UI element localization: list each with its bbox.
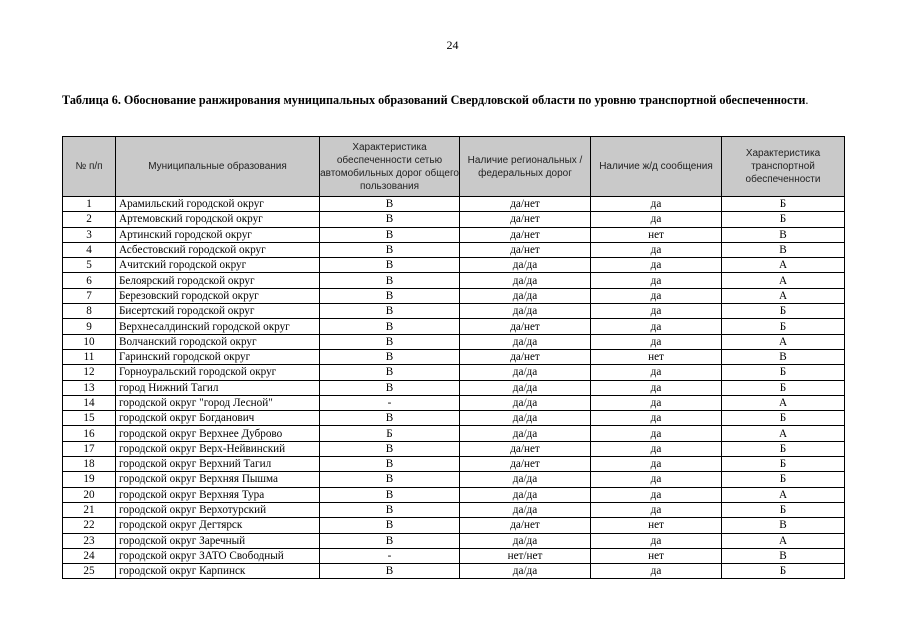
municipality-name-cell: Верхнесалдинский городской округ: [116, 319, 320, 334]
regional-federal-roads-cell: да/нет: [460, 212, 591, 227]
regional-federal-roads-cell: да/да: [460, 502, 591, 517]
row-number-cell: 18: [63, 457, 116, 472]
municipality-name-cell: Березовский городской округ: [116, 288, 320, 303]
regional-federal-roads-cell: да/да: [460, 380, 591, 395]
railway-cell: да: [591, 242, 722, 257]
transport-rating-cell: А: [722, 273, 845, 288]
table-row: [63, 426, 845, 441]
table-row: [63, 533, 845, 548]
table-row: [63, 487, 845, 502]
road-network-rating-cell: В: [320, 288, 460, 303]
table-body: [63, 197, 845, 579]
regional-federal-roads-cell: да/да: [460, 304, 591, 319]
table-row: [63, 334, 845, 349]
transport-rating-cell: А: [722, 258, 845, 273]
row-number-cell: 6: [63, 273, 116, 288]
road-network-rating-cell: В: [320, 487, 460, 502]
railway-cell: да: [591, 273, 722, 288]
municipality-name-cell: городской округ Верхний Тагил: [116, 457, 320, 472]
regional-federal-roads-cell: да/да: [460, 334, 591, 349]
municipality-name-cell: город Нижний Тагил: [116, 380, 320, 395]
road-network-rating-cell: В: [320, 334, 460, 349]
table-caption: [62, 93, 852, 108]
transport-rating-cell: Б: [722, 502, 845, 517]
table-row: [63, 472, 845, 487]
municipality-name-cell: Асбестовский городской округ: [116, 242, 320, 257]
road-network-rating-cell: В: [320, 197, 460, 212]
road-network-rating-cell: В: [320, 258, 460, 273]
col-header-regional-federal-roads: Наличие региональных / федеральных дорог: [460, 137, 591, 197]
row-number-cell: 16: [63, 426, 116, 441]
col-header-municipality: Муниципальные образования: [116, 137, 320, 197]
road-network-rating-cell: В: [320, 365, 460, 380]
railway-cell: да: [591, 457, 722, 472]
table-caption-tail: .: [805, 93, 809, 107]
table-row: [63, 197, 845, 212]
row-number-cell: 19: [63, 472, 116, 487]
regional-federal-roads-cell: да/да: [460, 426, 591, 441]
row-number-cell: 12: [63, 365, 116, 380]
regional-federal-roads-cell: да/нет: [460, 197, 591, 212]
row-number-cell: 20: [63, 487, 116, 502]
table-row: [63, 288, 845, 303]
row-number-cell: 24: [63, 548, 116, 563]
railway-cell: да: [591, 365, 722, 380]
railway-cell: да: [591, 441, 722, 456]
road-network-rating-cell: В: [320, 227, 460, 242]
row-number-cell: 14: [63, 395, 116, 410]
railway-cell: да: [591, 487, 722, 502]
municipality-name-cell: городской округ Верхняя Тура: [116, 487, 320, 502]
regional-federal-roads-cell: да/да: [460, 564, 591, 579]
table-row: [63, 502, 845, 517]
row-number-cell: 8: [63, 304, 116, 319]
table-row: [63, 212, 845, 227]
table-row: [63, 548, 845, 563]
railway-cell: нет: [591, 227, 722, 242]
road-network-rating-cell: В: [320, 380, 460, 395]
col-header-road-network: Характеристика обеспеченности сетью автомобильных дорог общего пользования: [320, 137, 460, 197]
transport-rating-cell: Б: [722, 319, 845, 334]
col-header-number: № п/п: [63, 137, 116, 197]
municipality-name-cell: Артинский городской округ: [116, 227, 320, 242]
transport-rating-cell: В: [722, 349, 845, 364]
transport-rating-cell: В: [722, 548, 845, 563]
regional-federal-roads-cell: да/да: [460, 411, 591, 426]
transport-rating-cell: А: [722, 533, 845, 548]
railway-cell: да: [591, 212, 722, 227]
table-row: [63, 441, 845, 456]
col-header-railway: Наличие ж/д сообщения: [591, 137, 722, 197]
municipality-name-cell: Артемовский городской округ: [116, 212, 320, 227]
transport-rating-cell: В: [722, 227, 845, 242]
railway-cell: да: [591, 258, 722, 273]
railway-cell: да: [591, 380, 722, 395]
row-number-cell: 7: [63, 288, 116, 303]
table-row: [63, 518, 845, 533]
row-number-cell: 13: [63, 380, 116, 395]
regional-federal-roads-cell: да/да: [460, 288, 591, 303]
railway-cell: да: [591, 564, 722, 579]
road-network-rating-cell: -: [320, 395, 460, 410]
regional-federal-roads-cell: да/да: [460, 487, 591, 502]
road-network-rating-cell: В: [320, 304, 460, 319]
regional-federal-roads-cell: да/нет: [460, 518, 591, 533]
municipality-name-cell: городской округ Верхняя Пышма: [116, 472, 320, 487]
municipality-name-cell: Волчанский городской округ: [116, 334, 320, 349]
municipality-name-cell: городской округ ЗАТО Свободный: [116, 548, 320, 563]
municipality-name-cell: Горноуральский городской округ: [116, 365, 320, 380]
row-number-cell: 17: [63, 441, 116, 456]
data-table: [62, 136, 845, 579]
regional-federal-roads-cell: да/да: [460, 365, 591, 380]
table-row: [63, 227, 845, 242]
transport-rating-cell: Б: [722, 304, 845, 319]
row-number-cell: 23: [63, 533, 116, 548]
regional-federal-roads-cell: да/нет: [460, 457, 591, 472]
regional-federal-roads-cell: да/да: [460, 273, 591, 288]
table-row: [63, 258, 845, 273]
road-network-rating-cell: В: [320, 472, 460, 487]
regional-federal-roads-cell: да/да: [460, 258, 591, 273]
table-row: [63, 349, 845, 364]
transport-rating-cell: А: [722, 288, 845, 303]
table-row: [63, 395, 845, 410]
transport-rating-cell: Б: [722, 411, 845, 426]
road-network-rating-cell: В: [320, 457, 460, 472]
municipality-name-cell: Арамильский городской округ: [116, 197, 320, 212]
regional-federal-roads-cell: да/да: [460, 533, 591, 548]
railway-cell: да: [591, 288, 722, 303]
road-network-rating-cell: В: [320, 319, 460, 334]
railway-cell: да: [591, 319, 722, 334]
row-number-cell: 4: [63, 242, 116, 257]
road-network-rating-cell: В: [320, 212, 460, 227]
table-header-row: [63, 137, 845, 197]
road-network-rating-cell: В: [320, 502, 460, 517]
table-caption-title: Таблица 6. Обоснование ранжирования муниципальных образований Свердловской области по уровню транспортной обеспеченности: [62, 93, 806, 107]
row-number-cell: 3: [63, 227, 116, 242]
railway-cell: нет: [591, 349, 722, 364]
railway-cell: нет: [591, 548, 722, 563]
transport-rating-cell: Б: [722, 212, 845, 227]
row-number-cell: 15: [63, 411, 116, 426]
road-network-rating-cell: В: [320, 441, 460, 456]
row-number-cell: 5: [63, 258, 116, 273]
road-network-rating-cell: -: [320, 548, 460, 563]
transport-rating-cell: В: [722, 518, 845, 533]
regional-federal-roads-cell: да/да: [460, 395, 591, 410]
municipality-name-cell: Ачитский городской округ: [116, 258, 320, 273]
transport-rating-cell: Б: [722, 380, 845, 395]
municipality-name-cell: городской округ Верхотурский: [116, 502, 320, 517]
railway-cell: да: [591, 502, 722, 517]
railway-cell: да: [591, 334, 722, 349]
row-number-cell: 11: [63, 349, 116, 364]
row-number-cell: 21: [63, 502, 116, 517]
row-number-cell: 9: [63, 319, 116, 334]
municipality-name-cell: городской округ Богданович: [116, 411, 320, 426]
transport-rating-cell: А: [722, 487, 845, 502]
railway-cell: да: [591, 472, 722, 487]
table-row: [63, 365, 845, 380]
regional-federal-roads-cell: да/нет: [460, 227, 591, 242]
table-row: [63, 319, 845, 334]
table-row: [63, 564, 845, 579]
railway-cell: нет: [591, 518, 722, 533]
row-number-cell: 25: [63, 564, 116, 579]
municipality-name-cell: городской округ Верхнее Дуброво: [116, 426, 320, 441]
municipality-name-cell: городской округ Верх-Нейвинский: [116, 441, 320, 456]
transport-rating-cell: В: [722, 242, 845, 257]
municipality-name-cell: Бисертский городской округ: [116, 304, 320, 319]
regional-federal-roads-cell: да/нет: [460, 441, 591, 456]
road-network-rating-cell: В: [320, 273, 460, 288]
col-header-transport-rating: Характеристика транспортной обеспеченности: [722, 137, 845, 197]
transport-rating-cell: Б: [722, 472, 845, 487]
regional-federal-roads-cell: да/нет: [460, 319, 591, 334]
row-number-cell: 2: [63, 212, 116, 227]
municipality-name-cell: городской округ Карпинск: [116, 564, 320, 579]
transport-rating-cell: Б: [722, 457, 845, 472]
railway-cell: да: [591, 533, 722, 548]
municipality-name-cell: городской округ "город Лесной": [116, 395, 320, 410]
railway-cell: да: [591, 411, 722, 426]
railway-cell: да: [591, 304, 722, 319]
road-network-rating-cell: В: [320, 349, 460, 364]
municipality-name-cell: Гаринский городской округ: [116, 349, 320, 364]
transport-rating-cell: А: [722, 334, 845, 349]
municipality-name-cell: городской округ Дегтярск: [116, 518, 320, 533]
railway-cell: да: [591, 197, 722, 212]
transport-rating-cell: Б: [722, 197, 845, 212]
road-network-rating-cell: В: [320, 242, 460, 257]
road-network-rating-cell: В: [320, 564, 460, 579]
regional-federal-roads-cell: да/нет: [460, 242, 591, 257]
table-row: [63, 242, 845, 257]
transport-rating-cell: А: [722, 395, 845, 410]
transport-rating-cell: А: [722, 426, 845, 441]
page-number: 24: [446, 38, 459, 52]
municipality-name-cell: городской округ Заречный: [116, 533, 320, 548]
regional-federal-roads-cell: да/нет: [460, 349, 591, 364]
transport-rating-cell: Б: [722, 564, 845, 579]
table-row: [63, 411, 845, 426]
railway-cell: да: [591, 426, 722, 441]
railway-cell: да: [591, 395, 722, 410]
road-network-rating-cell: В: [320, 411, 460, 426]
row-number-cell: 1: [63, 197, 116, 212]
regional-federal-roads-cell: да/да: [460, 472, 591, 487]
row-number-cell: 10: [63, 334, 116, 349]
municipality-name-cell: Белоярский городской округ: [116, 273, 320, 288]
transport-rating-cell: Б: [722, 441, 845, 456]
table-row: [63, 380, 845, 395]
table-row: [63, 273, 845, 288]
table-row: [63, 304, 845, 319]
road-network-rating-cell: В: [320, 533, 460, 548]
road-network-rating-cell: В: [320, 518, 460, 533]
table-row: [63, 457, 845, 472]
row-number-cell: 22: [63, 518, 116, 533]
transport-rating-cell: Б: [722, 365, 845, 380]
road-network-rating-cell: Б: [320, 426, 460, 441]
regional-federal-roads-cell: нет/нет: [460, 548, 591, 563]
